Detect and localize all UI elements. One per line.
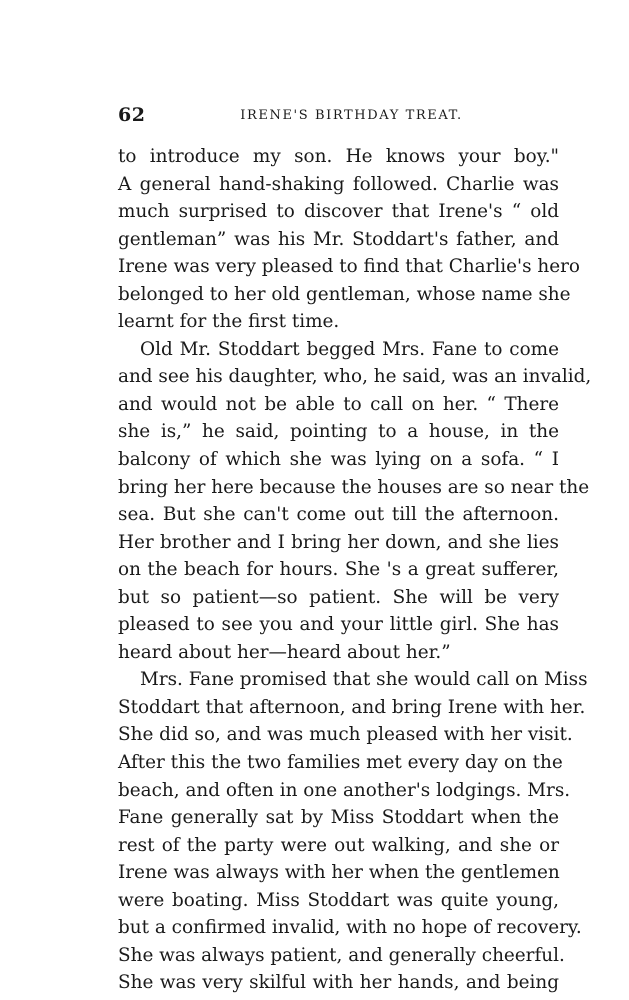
text-line: she is,” he said, pointing to a house, in the xyxy=(118,421,559,443)
text-line: beach, and often in one another's lodgings. Mrs. xyxy=(118,779,571,801)
text-line: After this the two families met every day on the xyxy=(118,752,563,774)
page-header xyxy=(118,104,559,130)
text-line: Irene was very pleased to find that Charlie's hero xyxy=(118,256,580,278)
text-line: learnt for the first time. xyxy=(118,311,340,333)
text-line: Stoddart that afternoon, and bring Irene with her. xyxy=(118,696,586,718)
paragraph-start-line: Mrs. Fane promised that she would call on Miss xyxy=(140,669,588,691)
paragraph-start-line: Old Mr. Stoddart begged Mrs. Fane to come xyxy=(140,338,559,360)
text-line: rest of the party were out walking, and she or xyxy=(118,834,559,856)
text-line: Irene was always with her when the gentlemen xyxy=(118,862,560,884)
text-line: belonged to her old gentleman, whose name she xyxy=(118,283,571,305)
text-line: to introduce my son. He knows your boy." xyxy=(118,146,559,167)
running-title: IRENE'S BIRTHDAY TREAT. xyxy=(240,108,463,123)
text-line: pleased to see you and your little girl. She has xyxy=(118,614,559,636)
text-line: bring her here because the houses are so near the xyxy=(118,476,590,498)
text-line: balcony of which she was lying on a sofa. “ I xyxy=(118,449,559,471)
text-line: gentleman” was his Mr. Stoddart's father, and xyxy=(118,228,559,250)
page-number: 62 xyxy=(118,104,146,126)
text-line: but a confirmed invalid, with no hope of recovery. xyxy=(118,917,582,939)
body-text xyxy=(118,143,592,997)
text-line: She did so, and was much pleased with her visit. xyxy=(118,724,573,746)
text-line: heard about her—heard about her.” xyxy=(118,641,451,663)
text-line: She was always patient, and generally cheerful. xyxy=(118,944,565,966)
text-line: sea. But she can't come out till the afternoon. xyxy=(118,504,559,526)
text-line: and see his daughter, who, he said, was an invalid, xyxy=(118,366,592,388)
text-line: much surprised to discover that Irene's “ old xyxy=(118,201,559,223)
text-line: and would not be able to call on her. “ There xyxy=(118,393,559,415)
text-line: were boating. Miss Stoddart was quite young, xyxy=(118,889,559,911)
text-line: A general hand-shaking followed. Charlie was xyxy=(118,173,559,195)
text-line: Fane generally sat by Miss Stoddart when the xyxy=(118,807,559,829)
text-line: She was very skilful with her hands, and being xyxy=(118,972,559,994)
text-line: Her brother and I bring her down, and she lies xyxy=(118,531,559,553)
text-line: on the beach for hours. She 's a great sufferer, xyxy=(118,559,559,581)
text-line: but so patient—so patient. She will be very xyxy=(118,586,559,608)
